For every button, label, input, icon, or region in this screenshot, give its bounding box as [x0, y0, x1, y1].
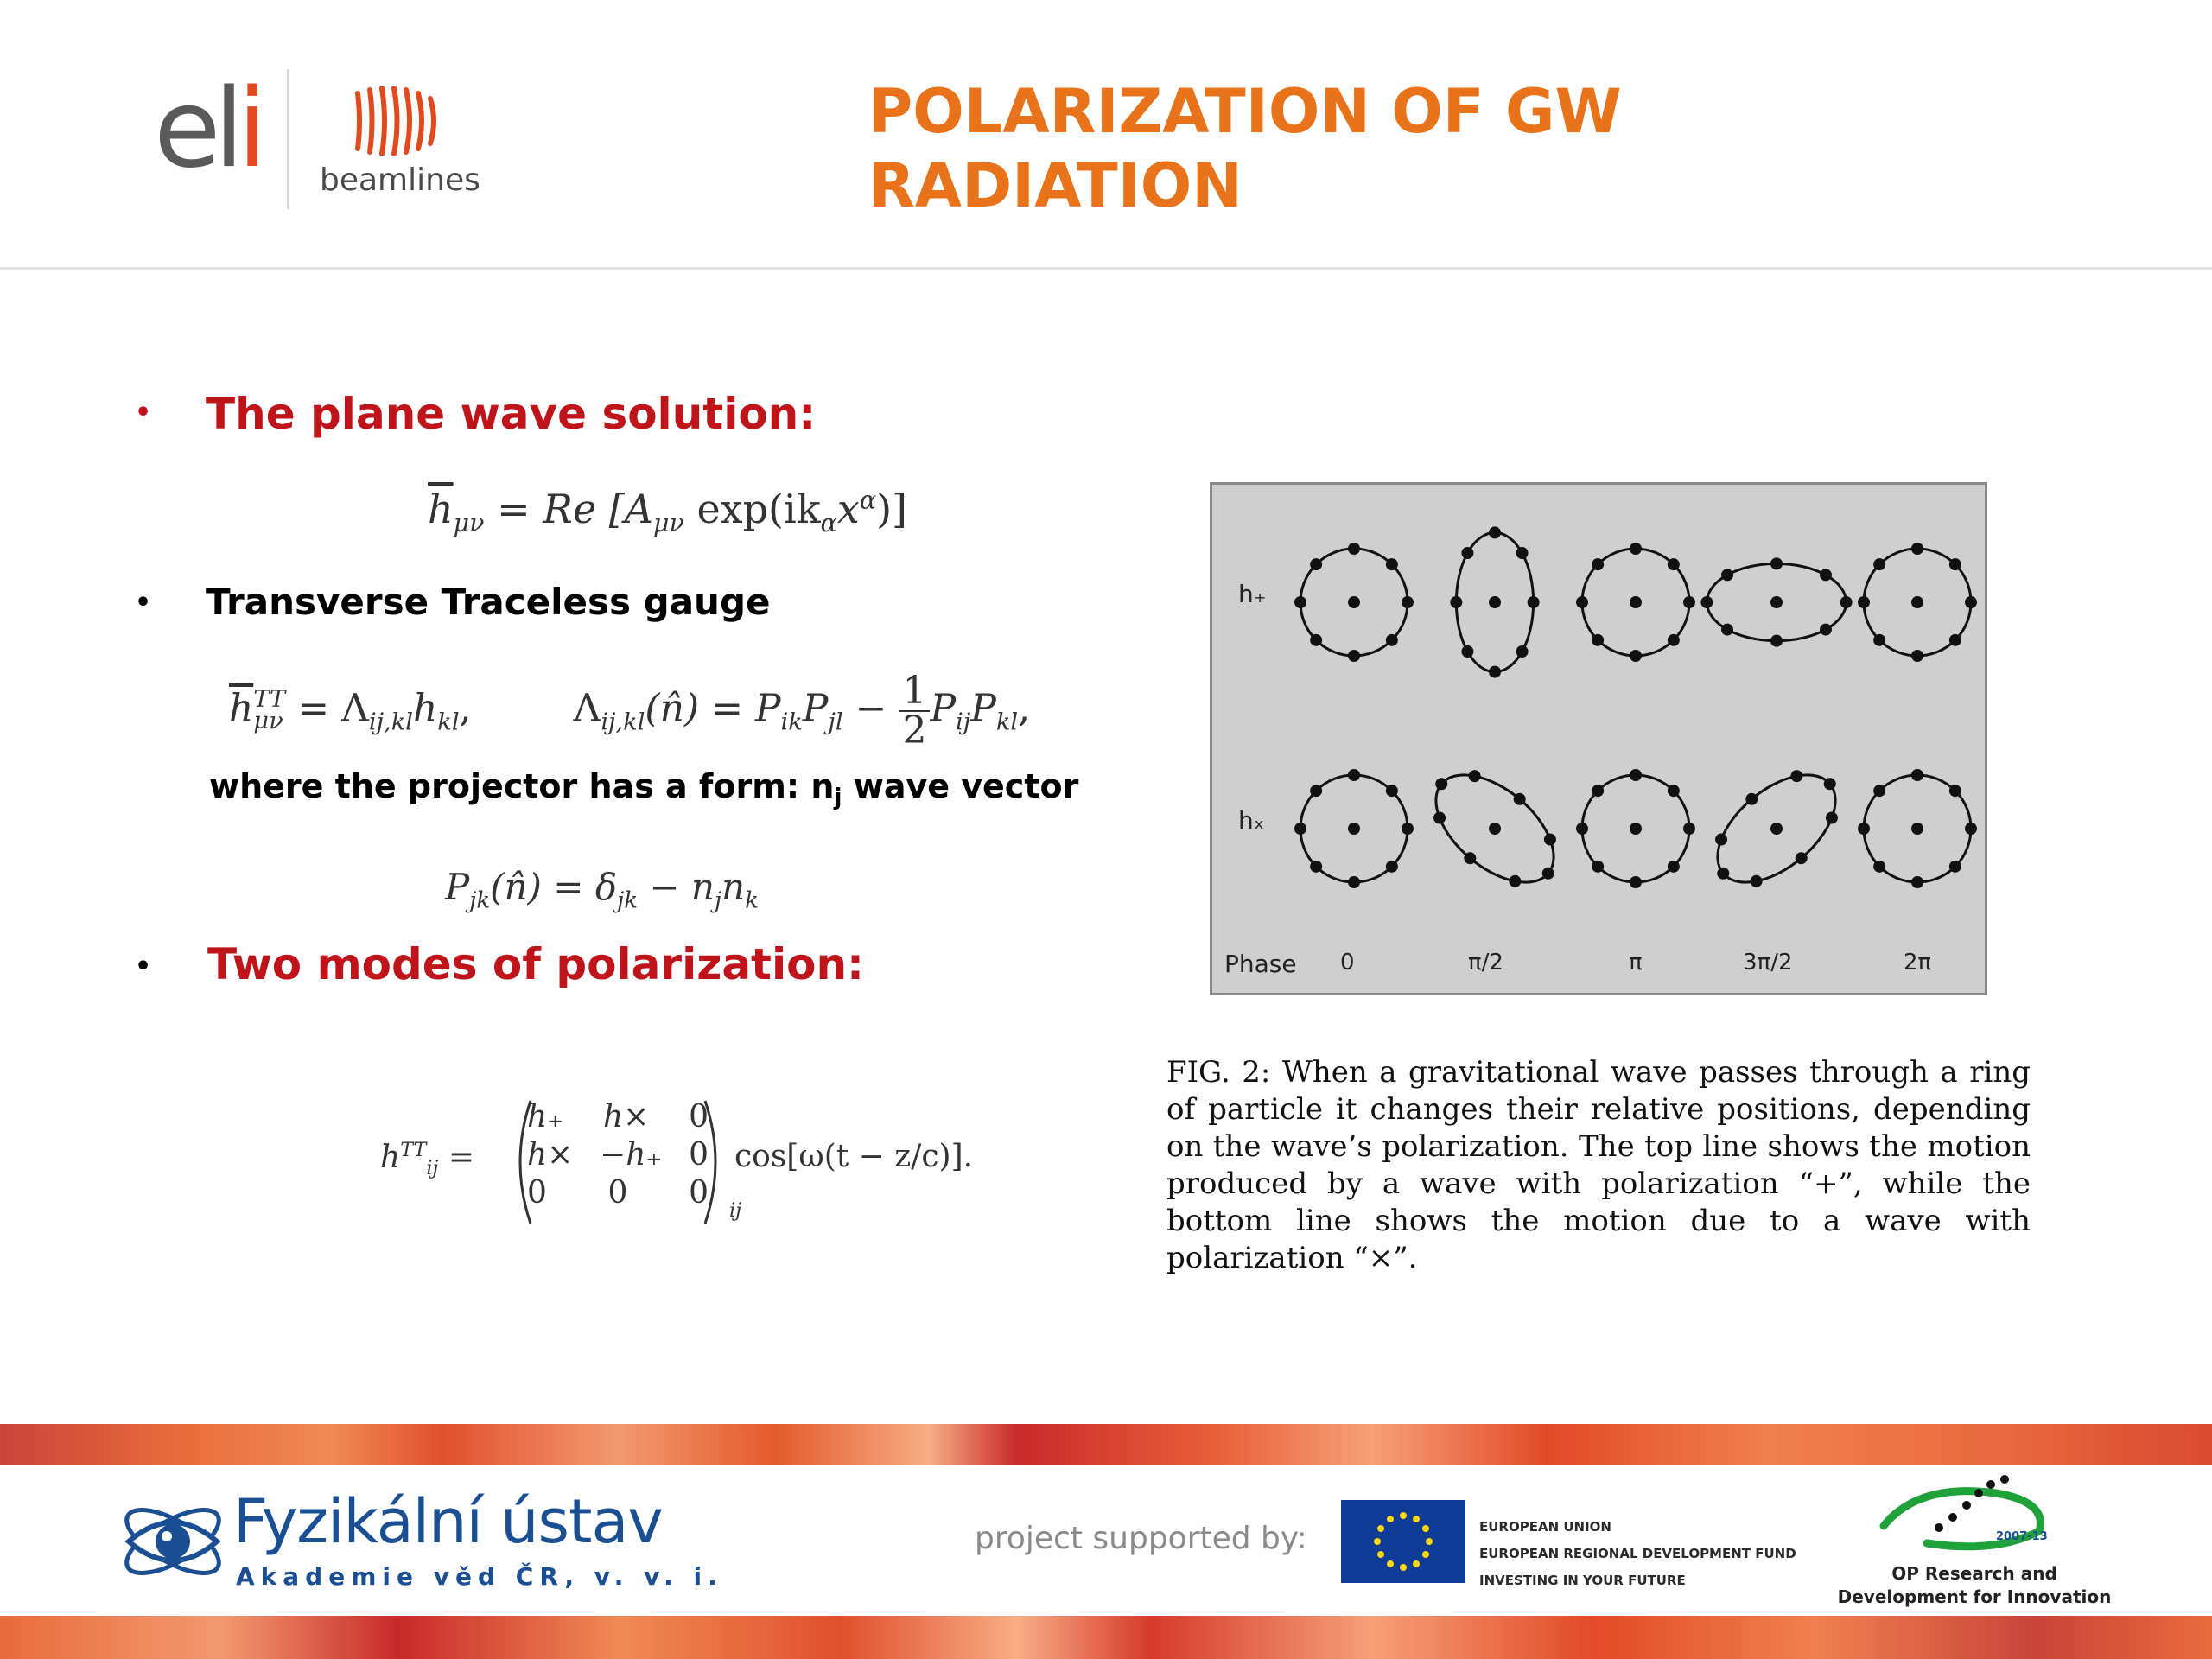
- ring-particle: [1630, 876, 1642, 888]
- phase-three-pi-half: 3π/2: [1743, 950, 1793, 976]
- phase-0: 0: [1340, 950, 1355, 976]
- ring-particle: [1516, 645, 1529, 658]
- ring-particle: [1668, 634, 1680, 646]
- particle-ring: [1690, 746, 1864, 912]
- logo-divider: [287, 69, 289, 209]
- projector-equation: $P_{jk}(n̂) = \delta_{jk} - n_jn_k$: [445, 866, 759, 914]
- eli-logo-text: eli: [154, 65, 261, 192]
- footer-stripe-top: [0, 1424, 2212, 1465]
- eu-flag-icon: [1341, 1500, 1465, 1583]
- ring-particle: [1858, 596, 1870, 608]
- eu-star: [1400, 1512, 1407, 1519]
- matrix-right-paren-icon: [702, 1097, 728, 1227]
- particle-ring: [1700, 557, 1852, 646]
- op-swoosh-icon: [1866, 1474, 2082, 1569]
- particle-ring: [1576, 543, 1695, 662]
- ring-particle: [1592, 558, 1604, 570]
- ring-particle: [1386, 861, 1398, 873]
- ring-center-particle: [1630, 596, 1642, 608]
- ring-particle: [1592, 634, 1604, 646]
- ring-particle: [1820, 624, 1832, 636]
- ring-particle: [1541, 831, 1559, 849]
- ring-particle: [1431, 810, 1448, 827]
- ring-particle: [1949, 634, 1961, 646]
- supported-by-text: project supported by:: [975, 1521, 1307, 1556]
- ring-particle: [1700, 596, 1713, 608]
- ring-particle: [1721, 624, 1733, 636]
- particle-ring: [1858, 769, 1977, 888]
- ring-particle: [1294, 823, 1306, 835]
- phase-pi-half: π/2: [1468, 950, 1503, 976]
- ring-particle: [1858, 823, 1870, 835]
- ring-particle: [1348, 650, 1360, 662]
- ring-particle: [1310, 785, 1322, 797]
- row-label-cross: hₓ: [1238, 806, 1265, 835]
- ring-particle: [1592, 861, 1604, 873]
- ring-particle: [1310, 861, 1322, 873]
- ring-particle: [1770, 635, 1783, 647]
- eu-star: [1422, 1525, 1429, 1532]
- ring-particle: [1840, 596, 1853, 608]
- phase-label: Phase: [1224, 950, 1297, 978]
- phase-pi: π: [1629, 950, 1643, 976]
- eu-star: [1400, 1564, 1407, 1571]
- ring-particle: [1911, 876, 1923, 888]
- ring-particle: [1748, 873, 1765, 890]
- footer-stripe-bottom: [0, 1616, 2212, 1659]
- plane-wave-equation: $\overline{h}_{\mu\nu} = Re$ [$A_{\mu\nu}$ $\exp(ik_\alpha x^\alpha)$]: [428, 486, 907, 538]
- ring-particle: [1668, 861, 1680, 873]
- ring-particle: [1873, 634, 1885, 646]
- eu-star: [1426, 1538, 1433, 1545]
- op-years: 2007-13: [1996, 1530, 2048, 1543]
- ring-particle: [1461, 547, 1473, 559]
- eu-star: [1413, 1560, 1420, 1567]
- ring-particle: [1911, 543, 1923, 555]
- ring-center-particle: [1486, 820, 1503, 837]
- eu-star: [1377, 1525, 1384, 1532]
- ring-particle: [1949, 785, 1961, 797]
- ring-particle: [1630, 769, 1642, 781]
- tt-projection-equation: $\overline{h}$ TT μν = $\Lambda_{ij,kl}h_{kl}$, $\Lambda_{ij,kl}(n̂) = P_{ik}P_{jl}$ − $\frac{1}{2}$ $P_{ij}P_{kl}$,: [229, 669, 1031, 753]
- ring-particle: [1348, 543, 1360, 555]
- ring-particle: [1911, 650, 1923, 662]
- beam-waves-icon: [354, 86, 467, 156]
- ring-center-particle: [1630, 823, 1642, 835]
- ring-center-particle: [1770, 596, 1783, 608]
- eu-star: [1387, 1516, 1394, 1522]
- ring-particle: [1823, 810, 1840, 827]
- ring-particle: [1576, 823, 1588, 835]
- particle-ring: [1450, 526, 1539, 677]
- particle-ring: [1858, 543, 1977, 662]
- ring-particle: [1348, 769, 1360, 781]
- particle-ring: [1294, 543, 1414, 662]
- ring-particle: [1489, 666, 1501, 678]
- ring-particle: [1789, 767, 1806, 785]
- ring-center-particle: [1911, 823, 1923, 835]
- ring-particle: [1450, 596, 1462, 608]
- ring-particle: [1668, 785, 1680, 797]
- eu-star: [1422, 1551, 1429, 1558]
- ring-particle: [1466, 767, 1484, 785]
- eu-star: [1387, 1560, 1394, 1567]
- ring-particle: [1516, 547, 1529, 559]
- polarization-figure: [1210, 482, 1987, 995]
- ring-center-particle: [1911, 596, 1923, 608]
- ring-particle: [1770, 557, 1783, 569]
- ring-particle: [1386, 634, 1398, 646]
- logo-subtitle: beamlines: [320, 162, 480, 198]
- ring-center-particle: [1348, 596, 1360, 608]
- ring-particle: [1949, 861, 1961, 873]
- ring-particle: [1820, 569, 1832, 581]
- row-label-plus: h₊: [1238, 580, 1267, 608]
- ring-particle: [1683, 823, 1695, 835]
- eu-fund-text: EUROPEAN UNION EUROPEAN REGIONAL DEVELOPMENT FUND INVESTING IN YOUR FUTURE: [1479, 1519, 1796, 1588]
- ring-particle: [1528, 596, 1540, 608]
- ring-particle: [1310, 634, 1322, 646]
- ring-particle: [1873, 861, 1885, 873]
- particle-ring: [1408, 746, 1582, 912]
- ring-particle: [1873, 785, 1885, 797]
- ring-particle: [1873, 558, 1885, 570]
- ring-particle: [1721, 569, 1733, 581]
- eu-star: [1377, 1551, 1384, 1558]
- ring-particle: [1576, 596, 1588, 608]
- ring-particle: [1949, 558, 1961, 570]
- ring-center-particle: [1489, 596, 1501, 608]
- slide-title: POLARIZATION OF GW RADIATION: [868, 76, 1622, 221]
- ring-particle: [1348, 876, 1360, 888]
- particle-ring: [1576, 769, 1695, 888]
- ring-particle: [1965, 823, 1977, 835]
- particle-ring: [1294, 769, 1414, 888]
- ring-particle: [1630, 543, 1642, 555]
- ring-particle: [1713, 831, 1730, 849]
- ring-particle: [1402, 596, 1414, 608]
- ring-particle: [1461, 645, 1473, 658]
- ring-center-particle: [1768, 820, 1785, 837]
- ring-particle: [1386, 785, 1398, 797]
- ring-center-particle: [1348, 823, 1360, 835]
- polarization-rings-diagram: [1212, 485, 1985, 993]
- figure-caption: FIG. 2: When a gravitational wave passes through a ring of particle it changes their relative positions, depending on the wave’s polarization. The top line shows the motion produced by a wave with polarization “+”, while the bottom line shows the motion due to a wave with polarization “×”.: [1166, 1055, 2031, 1275]
- ring-particle: [1402, 823, 1414, 835]
- ring-particle: [1965, 596, 1977, 608]
- op-rdi-text: OP Research and Development for Innovation: [1837, 1563, 2112, 1607]
- eye-atom-icon: [117, 1486, 229, 1597]
- slide-header: [0, 0, 2212, 270]
- ring-particle: [1310, 558, 1322, 570]
- ring-particle: [1386, 558, 1398, 570]
- eu-star: [1413, 1516, 1420, 1522]
- ring-particle: [1489, 526, 1501, 538]
- ring-particle: [1294, 596, 1306, 608]
- projector-description: where the projector has a form: $n_j$ wave vector: [209, 767, 1079, 811]
- fzu-logo: [117, 1486, 723, 1599]
- institute-name: Fyzikální ústav: [233, 1486, 663, 1557]
- ring-particle: [1668, 558, 1680, 570]
- institute-subtitle: Akademie věd ČR, v. v. i.: [236, 1562, 723, 1591]
- ring-particle: [1683, 596, 1695, 608]
- ring-particle: [1507, 873, 1524, 890]
- phase-two-pi: 2π: [1904, 950, 1932, 976]
- eli-beamlines-logo: [154, 65, 482, 216]
- eu-star: [1374, 1538, 1381, 1545]
- ring-particle: [1911, 769, 1923, 781]
- ring-particle: [1592, 785, 1604, 797]
- ring-particle: [1630, 650, 1642, 662]
